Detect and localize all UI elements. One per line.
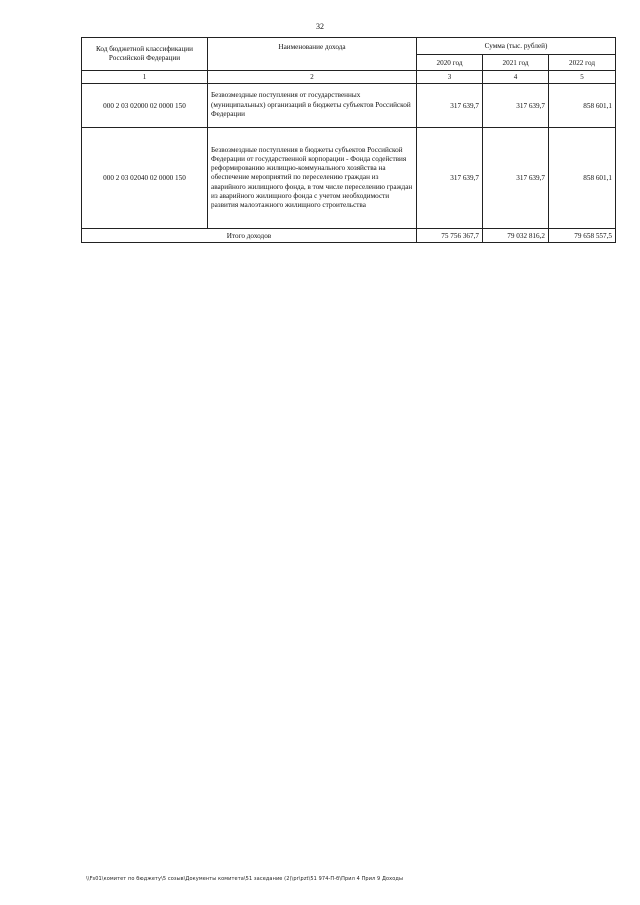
footer-file-path: \\Fs01\комитет по бюджету\5 созыв\Документы комитета\51 заседание (2)\pr\pzt\51 974-П-б\Прил 4 Прил 9 Доходы (86, 876, 403, 882)
header-year-2022: 2022 год (549, 55, 616, 71)
column-number: 5 (549, 71, 616, 84)
header-code: Код бюджетной классификации Российской Федерации (82, 38, 208, 71)
row-code: 000 2 03 02000 02 0000 150 (82, 84, 208, 128)
column-number: 2 (208, 71, 417, 84)
total-row (82, 229, 616, 243)
page-number: 32 (316, 22, 324, 31)
column-number: 3 (417, 71, 483, 84)
header-name: Наименование дохода (208, 38, 417, 71)
row-value-2020: 317 639,7 (417, 128, 483, 229)
row-value-2022: 858 601,1 (549, 84, 616, 128)
total-value-2020: 75 756 367,7 (417, 229, 483, 243)
row-value-2021: 317 639,7 (483, 84, 549, 128)
column-number: 4 (483, 71, 549, 84)
header-year-2020: 2020 год (417, 55, 483, 71)
column-number: 1 (82, 71, 208, 84)
table-row (82, 84, 616, 128)
row-code: 000 2 03 02040 02 0000 150 (82, 128, 208, 229)
total-value-2022: 79 658 557,5 (549, 229, 616, 243)
header-sum: Сумма (тыс. рублей) (417, 38, 616, 55)
row-name: Безвозмездные поступления в бюджеты субъектов Российской Федерации от государственной корпорации - Фонда содействия реформированию жилищно-коммунального хозяйства на обеспечение мероприятий по переселению граждан из аварийного жилищного фонда, в том числе переселению граждан из аварийного жилищного фонда с учетом необходимости развития малоэтажного жилищного строительства (208, 128, 417, 229)
row-value-2020: 317 639,7 (417, 84, 483, 128)
total-label: Итого доходов (82, 229, 417, 243)
column-number-row (82, 71, 616, 84)
table-row (82, 128, 616, 229)
row-value-2021: 317 639,7 (483, 128, 549, 229)
row-value-2022: 858 601,1 (549, 128, 616, 229)
total-value-2021: 79 032 816,2 (483, 229, 549, 243)
budget-revenue-table (81, 37, 616, 243)
row-name: Безвозмездные поступления от государственных (муниципальных) организаций в бюджеты субъектов Российской Федерации (208, 84, 417, 128)
header-year-2021: 2021 год (483, 55, 549, 71)
